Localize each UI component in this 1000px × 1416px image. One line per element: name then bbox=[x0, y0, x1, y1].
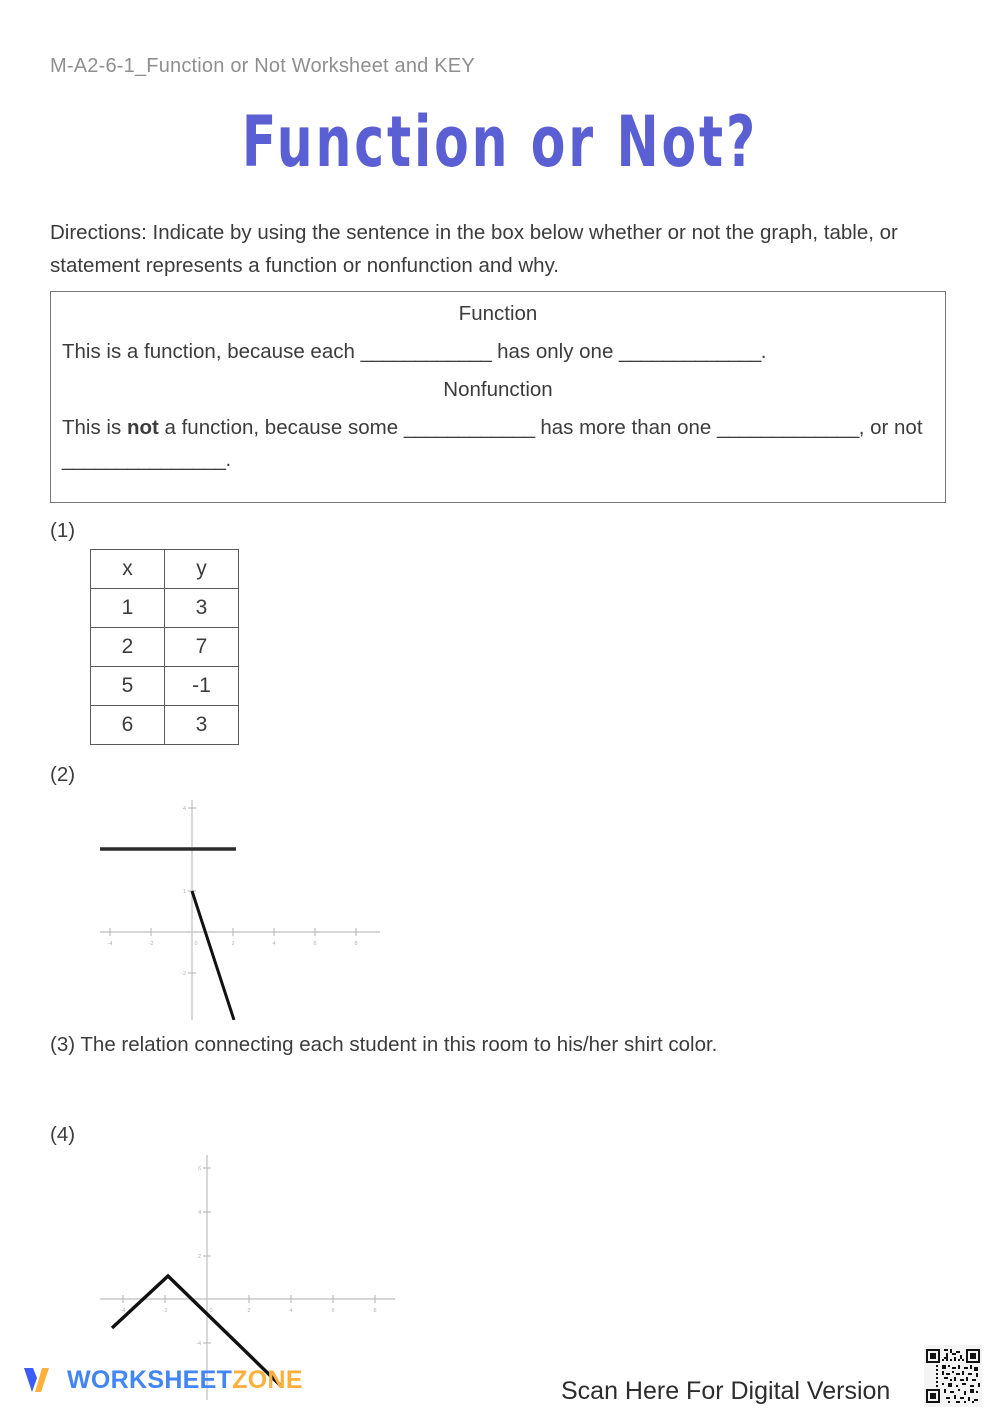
nonfunction-part4: , or not bbox=[858, 416, 923, 439]
table-header-y: y bbox=[165, 550, 239, 589]
svg-text:-4: -4 bbox=[120, 1308, 126, 1314]
function-sentence-part1: This is a function, because each bbox=[62, 340, 361, 363]
table-row bbox=[91, 706, 239, 745]
qr-code-icon[interactable] bbox=[924, 1345, 982, 1407]
x-axis-tick-labels bbox=[108, 941, 358, 947]
table-cell-y: 7 bbox=[165, 628, 239, 667]
worksheet-zone-logo[interactable] bbox=[22, 1364, 303, 1396]
y-axis-tick-labels bbox=[196, 1166, 201, 1347]
question-1-table bbox=[90, 549, 239, 745]
function-blank-2: _____________ bbox=[619, 340, 761, 363]
steep-descending-line bbox=[192, 891, 234, 1020]
svg-text:1: 1 bbox=[182, 889, 186, 895]
svg-text:6: 6 bbox=[313, 941, 317, 947]
svg-text:2: 2 bbox=[197, 1254, 201, 1260]
table-cell-x: 5 bbox=[91, 667, 165, 706]
logo-worksheet-text: WORKSHEET bbox=[67, 1365, 233, 1394]
nonfunction-part1: This is bbox=[62, 416, 127, 439]
question-4-label: (4) bbox=[50, 1123, 76, 1146]
question-1-label: (1) bbox=[50, 519, 76, 542]
nonfunction-blank-1: ____________ bbox=[403, 416, 535, 439]
logo-zone-text: ZONE bbox=[232, 1365, 303, 1394]
svg-text:2: 2 bbox=[231, 941, 235, 947]
svg-text:-2: -2 bbox=[181, 971, 186, 977]
function-sentence bbox=[51, 336, 945, 368]
sentence-frame-box bbox=[50, 291, 946, 503]
svg-text:0: 0 bbox=[209, 1308, 213, 1314]
question-3-text: The relation connecting each student in this room to his/her shirt color. bbox=[80, 1033, 718, 1056]
table-cell-y: 3 bbox=[165, 706, 239, 745]
table-cell-x: 6 bbox=[91, 706, 165, 745]
svg-text:8: 8 bbox=[373, 1308, 377, 1314]
question-3-label: (3) bbox=[50, 1033, 76, 1056]
svg-text:4: 4 bbox=[272, 941, 276, 947]
scan-prompt-text: Scan Here For Digital Version bbox=[561, 1377, 891, 1405]
nonfunction-blank-3: _______________ bbox=[62, 448, 226, 471]
svg-text:4: 4 bbox=[182, 806, 186, 812]
nonfunction-sentence bbox=[51, 412, 945, 476]
table-row bbox=[91, 628, 239, 667]
question-2-label: (2) bbox=[50, 763, 76, 786]
question-2-graph bbox=[90, 795, 390, 1020]
svg-text:-2: -2 bbox=[162, 1308, 168, 1314]
table-header-row bbox=[91, 550, 239, 589]
function-blank-1: ____________ bbox=[360, 340, 492, 363]
y-axis-tick-labels bbox=[181, 806, 186, 977]
table-cell-x: 2 bbox=[91, 628, 165, 667]
svg-text:0: 0 bbox=[194, 941, 198, 947]
svg-text:-4: -4 bbox=[196, 1341, 201, 1347]
svg-text:2: 2 bbox=[247, 1308, 251, 1314]
nonfunction-blank-2: _____________ bbox=[717, 416, 859, 439]
nonfunction-bold-not: not bbox=[126, 416, 159, 439]
nonfunction-part2: a function, because some bbox=[158, 416, 404, 439]
question-3 bbox=[50, 1030, 717, 1060]
svg-text:-2: -2 bbox=[148, 941, 154, 947]
table-cell-y: 3 bbox=[165, 589, 239, 628]
function-sentence-end: . bbox=[760, 340, 767, 363]
logo-text bbox=[67, 1366, 303, 1395]
nonfunction-part3: has more than one bbox=[534, 416, 717, 439]
svg-text:6: 6 bbox=[331, 1308, 335, 1314]
directions-text: Directions: Indicate by using the sentence in the box below whether or not the graph, table, or statement represents a function or nonfunction and why. bbox=[50, 221, 898, 277]
table-row bbox=[91, 667, 239, 706]
nonfunction-end: . bbox=[225, 448, 232, 471]
table-row bbox=[91, 589, 239, 628]
function-sentence-part2: has only one bbox=[491, 340, 620, 363]
svg-text:-4: -4 bbox=[107, 941, 113, 947]
logo-mark-icon bbox=[22, 1364, 58, 1396]
table-header-x: x bbox=[91, 550, 165, 589]
page-title: Function or Not? bbox=[241, 101, 759, 183]
table-cell-x: 1 bbox=[91, 589, 165, 628]
table-cell-y: -1 bbox=[165, 667, 239, 706]
question-4-graph bbox=[90, 1150, 410, 1400]
x-axis-tick-labels bbox=[121, 1308, 377, 1314]
svg-text:8: 8 bbox=[354, 941, 358, 947]
svg-text:4: 4 bbox=[197, 1210, 201, 1216]
svg-text:6: 6 bbox=[197, 1166, 201, 1172]
svg-text:4: 4 bbox=[289, 1308, 293, 1314]
nonfunction-heading: Nonfunction bbox=[443, 378, 553, 401]
document-header: M-A2-6-1_Function or Not Worksheet and KEY bbox=[50, 55, 475, 77]
function-heading: Function bbox=[458, 302, 538, 325]
